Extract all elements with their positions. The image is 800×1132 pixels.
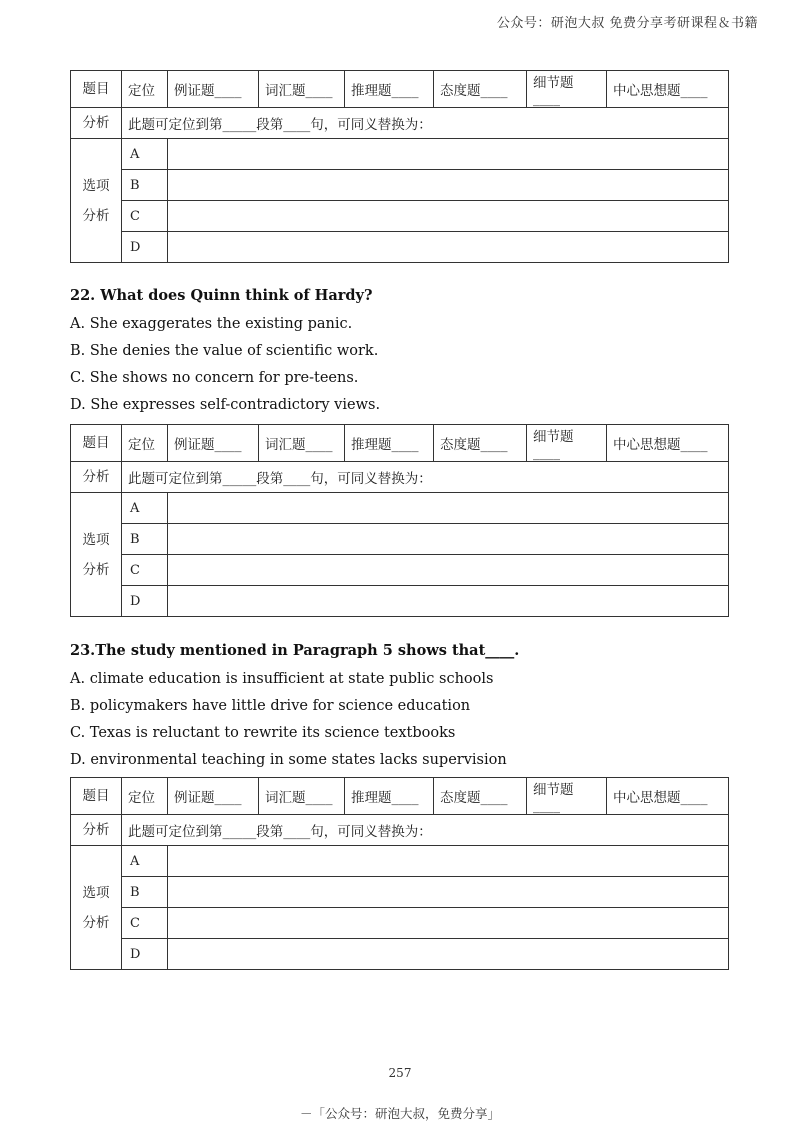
- col-attitude: 态度题____: [434, 71, 527, 108]
- question-22: [70, 287, 380, 423]
- col-detail: 细节题____: [527, 778, 607, 815]
- side-label: 分析: [71, 462, 122, 493]
- option-label: B: [122, 877, 168, 908]
- option-label: A: [122, 846, 168, 877]
- analysis-table: [70, 70, 729, 263]
- side-label: 分析: [71, 815, 122, 846]
- option-answer-cell: [168, 908, 729, 939]
- col-vocab: 词汇题____: [259, 425, 345, 462]
- option-label: D: [122, 586, 168, 617]
- col-inference: 推理题____: [345, 778, 434, 815]
- col-inference: 推理题____: [345, 71, 434, 108]
- col-location: 定位: [122, 778, 168, 815]
- choice-c: C. She shows no concern for pre-teens.: [70, 370, 359, 386]
- option-label: D: [122, 939, 168, 970]
- footer-note: －「公众号：研泡大叔，免费分享」: [299, 1106, 500, 1121]
- option-label: C: [122, 555, 168, 586]
- side-label: 选项: [82, 177, 110, 194]
- col-inference: 推理题____: [345, 425, 434, 462]
- option-answer-cell: [168, 555, 729, 586]
- col-main-idea: 中心思想题____: [607, 71, 729, 108]
- choice-c: C. Texas is reluctant to rewrite its science textbooks: [70, 725, 456, 741]
- side-label: 题目: [71, 425, 122, 462]
- side-label: 题目: [71, 778, 122, 815]
- option-label: A: [122, 493, 168, 524]
- option-label: D: [122, 232, 168, 263]
- side-label: 分析: [82, 914, 110, 931]
- side-label: 选项: [82, 531, 110, 548]
- col-attitude: 态度题____: [434, 778, 527, 815]
- option-answer-cell: [168, 846, 729, 877]
- page-number: 257: [388, 1066, 412, 1080]
- choice-d: D. environmental teaching in some states lacks supervision: [70, 752, 507, 768]
- choice-b: B. policymakers have little drive for science education: [70, 698, 471, 714]
- options-side-label: [71, 139, 122, 263]
- options-side-label: [71, 846, 122, 970]
- option-label: C: [122, 201, 168, 232]
- location-text: 此题可定位到第_____段第____句，可同义替换为：: [122, 108, 729, 139]
- side-label: 分析: [82, 207, 110, 224]
- location-text: 此题可定位到第_____段第____句，可同义替换为：: [122, 815, 729, 846]
- col-example: 例证题____: [168, 425, 259, 462]
- option-answer-cell: [168, 170, 729, 201]
- choice-a: A. climate education is insufficient at state public schools: [70, 671, 494, 687]
- option-label: B: [122, 524, 168, 555]
- analysis-table: [70, 777, 729, 970]
- col-example: 例证题____: [168, 71, 259, 108]
- option-answer-cell: [168, 139, 729, 170]
- option-answer-cell: [168, 232, 729, 263]
- option-label: C: [122, 908, 168, 939]
- question-23: [70, 642, 519, 778]
- option-answer-cell: [168, 201, 729, 232]
- option-answer-cell: [168, 939, 729, 970]
- option-label: B: [122, 170, 168, 201]
- choice-a: A. She exaggerates the existing panic.: [70, 316, 353, 332]
- option-answer-cell: [168, 524, 729, 555]
- option-answer-cell: [168, 493, 729, 524]
- col-vocab: 词汇题____: [259, 71, 345, 108]
- options-side-label: [71, 493, 122, 617]
- option-answer-cell: [168, 877, 729, 908]
- header-note: 公众号：研泡大叔 免费分享考研课程＆书籍: [496, 16, 758, 31]
- col-location: 定位: [122, 425, 168, 462]
- question-title: 22. What does Quinn think of Hardy?: [70, 287, 373, 304]
- col-detail: 细节题____: [527, 71, 607, 108]
- col-main-idea: 中心思想题____: [607, 778, 729, 815]
- col-location: 定位: [122, 71, 168, 108]
- side-label: 选项: [82, 884, 110, 901]
- side-label: 题目: [71, 71, 122, 108]
- analysis-table: [70, 424, 729, 617]
- col-example: 例证题____: [168, 778, 259, 815]
- choice-b: B. She denies the value of scientific work.: [70, 343, 379, 359]
- question-title: 23.The study mentioned in Paragraph 5 shows that____.: [70, 642, 520, 659]
- option-label: A: [122, 139, 168, 170]
- side-label: 分析: [82, 561, 110, 578]
- col-main-idea: 中心思想题____: [607, 425, 729, 462]
- choice-d: D. She expresses self-contradictory views.: [70, 397, 381, 413]
- option-answer-cell: [168, 586, 729, 617]
- col-attitude: 态度题____: [434, 425, 527, 462]
- col-vocab: 词汇题____: [259, 778, 345, 815]
- side-label: 分析: [71, 108, 122, 139]
- location-text: 此题可定位到第_____段第____句，可同义替换为：: [122, 462, 729, 493]
- col-detail: 细节题____: [527, 425, 607, 462]
